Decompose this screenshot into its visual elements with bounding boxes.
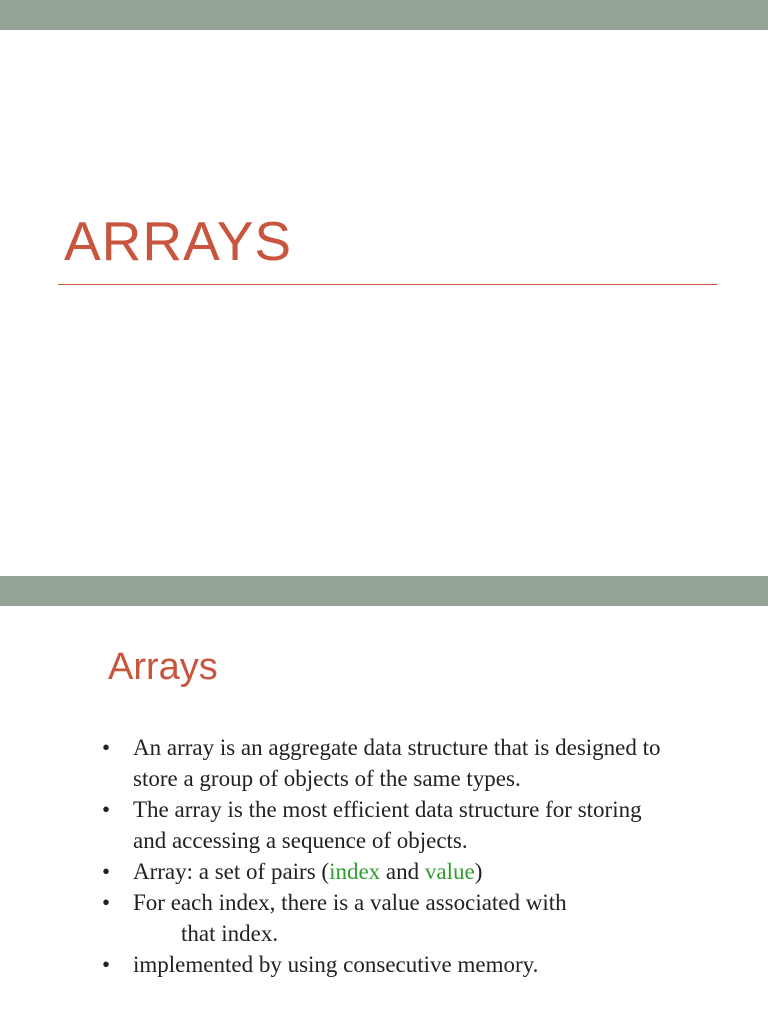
bullet-list: [102, 732, 662, 980]
bullet-icon: •: [102, 952, 111, 977]
bullet-icon: •: [102, 735, 111, 760]
highlight-index: index: [329, 859, 381, 884]
title-underline-rule: [58, 284, 717, 285]
slide-top-band: [0, 576, 768, 606]
highlight-value: value: [424, 859, 475, 884]
bullet-icon: •: [102, 890, 111, 915]
list-item: [102, 732, 662, 794]
bullet-text: The array is the most efficient data structure for storing and accessing a sequence of objects.: [133, 797, 642, 853]
bullet-text-after: ): [474, 859, 483, 884]
list-item: [102, 856, 662, 887]
slide-top-band: [0, 0, 768, 30]
list-item: [102, 794, 662, 856]
bullet-icon: •: [102, 859, 111, 884]
bullet-text: For each index, there is a value associated with: [133, 890, 567, 915]
list-item: [102, 887, 662, 949]
bullet-text-continuation: that index.: [181, 921, 279, 946]
bullet-icon: •: [102, 797, 111, 822]
bullet-text: implemented by using consecutive memory.: [133, 952, 539, 977]
bullet-text-middle: and: [380, 859, 425, 884]
content-slide-heading: Arrays: [108, 646, 218, 688]
bullet-text-before: Array: a set of pairs (: [133, 859, 330, 884]
title-slide-heading: ARRAYS: [64, 210, 293, 272]
bullet-text: An array is an aggregate data structure that is designed to store a group of objects of the same types.: [133, 735, 661, 791]
list-item: [102, 949, 662, 980]
content-slide: [0, 576, 768, 1024]
